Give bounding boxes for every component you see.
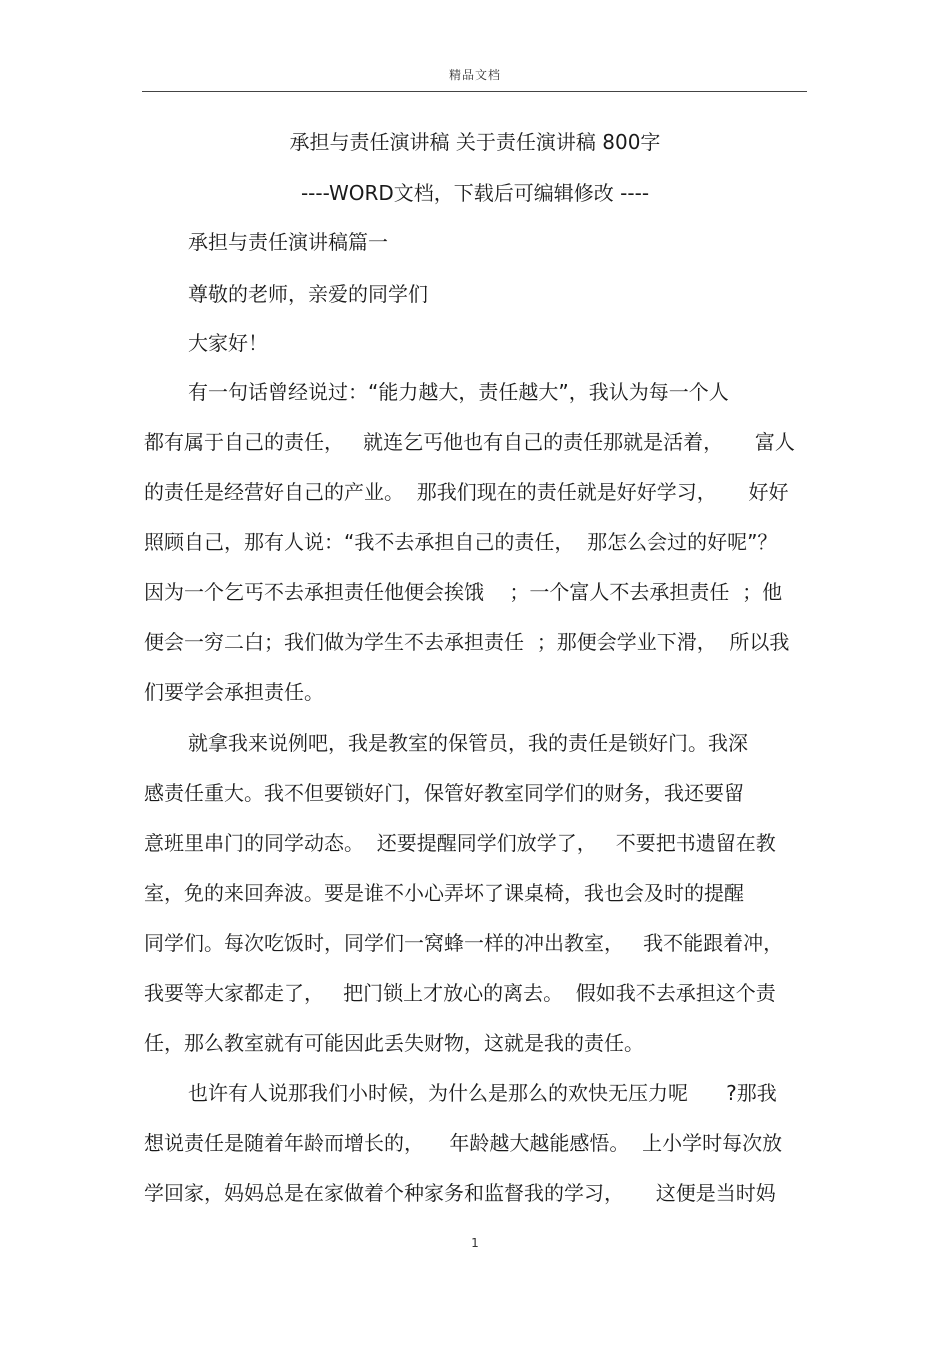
body-line: 想说责任是随着年龄而增长的， 年龄越大越能感悟。 上小学时每次放 bbox=[144, 1131, 783, 1155]
section-heading: 承担与责任演讲稿篇一 bbox=[188, 230, 388, 254]
body-line: 便会一穷二白；我们做为学生不去承担责任 ；那便会学业下滑， 所以我 bbox=[144, 630, 790, 654]
greeting: 大家好！ bbox=[188, 331, 268, 355]
body-line: 就拿我来说例吧，我是教室的保管员，我的责任是锁好门。我深 bbox=[188, 731, 748, 755]
body-line: 同学们。每次吃饭时，同学们一窝蜂一样的冲出教室， 我不能跟着冲， bbox=[144, 931, 784, 955]
body-line: 也许有人说那我们小时候，为什么是那么的欢快无压力呢 ?那我 bbox=[188, 1081, 777, 1105]
body-line: 学回家，妈妈总是在家做着个种家务和监督我的学习， 这便是当时妈 bbox=[144, 1181, 776, 1205]
page-header: 精品文档 bbox=[448, 68, 501, 82]
body-line: 照顾自己，那有人说：“我不去承担自己的责任， 那怎么会过的好呢”？ bbox=[144, 530, 778, 554]
salutation: 尊敬的老师，亲爱的同学们 bbox=[188, 282, 428, 306]
document-subtitle: ----WORD文档，下载后可编辑修改 ---- bbox=[300, 181, 650, 205]
body-line: 意班里串门的同学动态。 还要提醒同学们放学了， 不要把书遗留在教 bbox=[144, 831, 776, 855]
page-number: 1 bbox=[471, 1236, 479, 1250]
body-line: 我要等大家都走了， 把门锁上才放心的离去。 假如我不去承担这个责 bbox=[144, 981, 776, 1005]
body-line: 都有属于自己的责任， 就连乞丐他也有自己的责任那就是活着， 富人 bbox=[144, 430, 795, 454]
body-line: 们要学会承担责任。 bbox=[144, 680, 324, 704]
header-rule bbox=[142, 91, 807, 92]
body-line: 因为一个乞丐不去承担责任他便会挨饿 ；一个富人不去承担责任 ；他 bbox=[144, 580, 783, 604]
body-line: 任，那么教室就有可能因此丢失财物，这就是我的责任。 bbox=[144, 1031, 644, 1055]
body-line: 感责任重大。我不但要锁好门，保管好教室同学们的财务，我还要留 bbox=[144, 781, 744, 805]
body-line: 室，免的来回奔波。要是谁不小心弄坏了课桌椅，我也会及时的提醒 bbox=[144, 881, 744, 905]
document-title: 承担与责任演讲稿 关于责任演讲稿 800字 bbox=[289, 130, 661, 154]
body-line: 的责任是经营好自己的产业。 那我们现在的责任就是好好学习， 好好 bbox=[144, 480, 789, 504]
body-line: 有一句话曾经说过：“能力越大，责任越大”，我认为每一个人 bbox=[188, 380, 729, 404]
